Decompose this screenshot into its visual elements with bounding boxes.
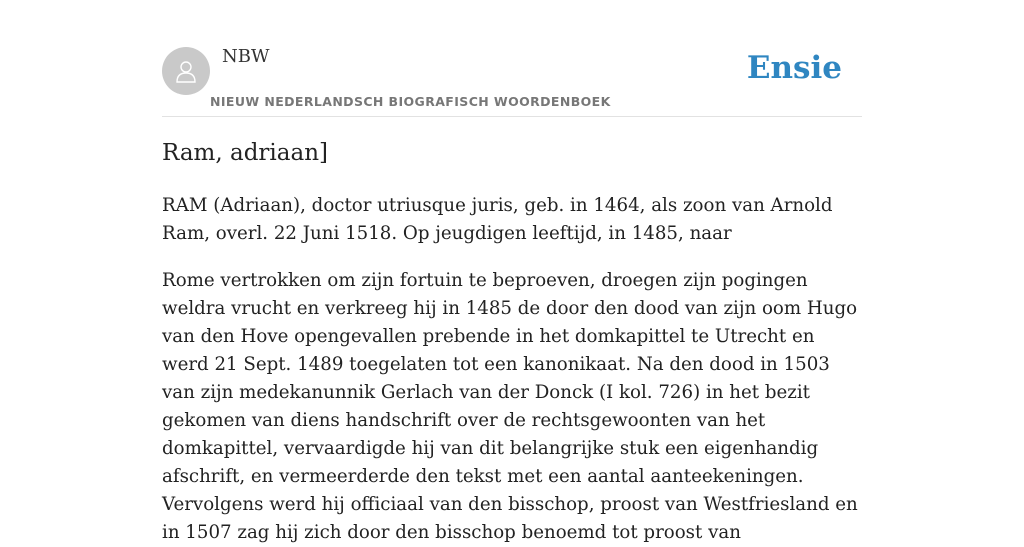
- article-paragraph: Rome vertrokken om zijn fortuin te beproeven, droegen zijn pogingen weldra vrucht en verkreeg hij in 1485 de door den dood van zijn oom Hugo van den Hove opengevallen prebende in het domkapittel te Utrecht en werd 21 Sept. 1489 toegelaten tot een kanonikaat. Na den dood in 1503 van zijn medekanunnik Gerlach van der Donck (I kol. 726) in het bezit gekomen van diens handschrift over de rechtsgewoonten van het domkapittel, vervaardigde hij van dit belangrijke stuk een eigenhandig afschrift, en vermeerderde den tekst met een aantal aanteekeningen. Vervolgens werd hij officiaal van den bisschop, proost van Westfriesland en in 1507 zag hij zich door den bisschop benoemd tot proost van: [162, 270, 858, 543]
- article-paragraph: RAM (Adriaan), doctor utriusque juris, geb. in 1464, als zoon van Arnold Ram, overl. 22 Juni 1518. Op jeugdigen leeftijd, in 1485, naar: [162, 195, 833, 244]
- source-name[interactable]: NBW: [222, 46, 270, 67]
- header: [162, 0, 862, 117]
- article-title: Ram, adriaan]: [162, 140, 328, 166]
- user-icon: [172, 57, 200, 85]
- page: [162, 0, 862, 543]
- avatar[interactable]: [162, 47, 210, 95]
- brand-logo[interactable]: Ensie: [746, 50, 842, 86]
- source-full-name: NIEUW NEDERLANDSCH BIOGRAFISCH WOORDENBOEK: [210, 94, 611, 109]
